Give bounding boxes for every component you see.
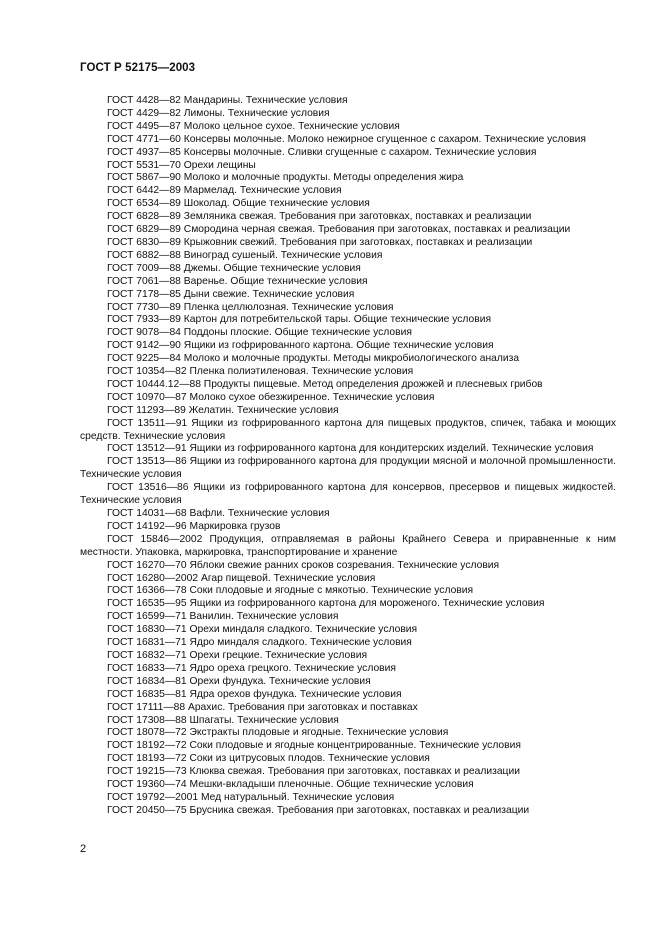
standard-reference-entry: ГОСТ 13511—91 Ящики из гофрированного картона для пищевых продуктов, спичек, табака и моющих средств. Технические условия [80,417,616,442]
standard-reference-entry: ГОСТ 6534—89 Шоколад. Общие технические условия [107,198,370,210]
standard-reference-entry: ГОСТ 10970—87 Молоко сухое обезжиренное. Технические условия [107,391,435,403]
standard-reference-entry: ГОСТ 4429—82 Лимоны. Технические условия [107,107,330,119]
standard-reference-entry: ГОСТ 20450—75 Брусника свежая. Требования при заготовках, поставках и реализации [107,804,530,816]
standard-reference-entry: ГОСТ 16270—70 Яблоки свежие ранних сроков созревания. Технические условия [107,559,500,571]
standard-reference-entry: ГОСТ 19792—2001 Мед натуральный. Технические условия [107,791,395,803]
standard-reference-entry: ГОСТ 16832—71 Орехи грецкие. Технические условия [107,649,368,661]
standard-reference-entry: ГОСТ 7178—85 Дыни свежие. Технические условия [107,288,355,300]
standard-reference-entry: ГОСТ 7730—89 Пленка целлюлозная. Технические условия [107,301,394,313]
standard-reference-entry: ГОСТ 15846—2002 Продукция, отправляемая в районы Крайнего Севера и приравненные к ним местности. Упаковка, маркировка, транспортирование и хранение [80,533,616,558]
standard-reference-entry: ГОСТ 18078—72 Экстракты плодовые и ягодные. Технические условия [107,727,449,739]
standard-reference-entry: ГОСТ 10354—82 Пленка полиэтиленовая. Технические условия [107,366,414,378]
standard-reference-entry: ГОСТ 13513—86 Ящики из гофрированного картона для продукции мясной и молочной промышленности. Технические условия [80,456,616,481]
standard-reference-entry: ГОСТ 16366—78 Соки плодовые и ягодные с мякотью. Технические условия [107,585,474,597]
standard-reference-entry: ГОСТ 16833—71 Ядро ореха грецкого. Технические условия [107,662,396,674]
standard-reference-entry: ГОСТ 11293—89 Желатин. Технические условия [107,404,339,416]
standard-reference-entry: ГОСТ 17308—88 Шпагаты. Технические условия [107,714,339,726]
standard-reference-entry: ГОСТ 14192—96 Маркировка грузов [107,520,281,532]
reference-list [80,95,616,818]
standard-reference-entry: ГОСТ 6830—89 Крыжовник свежий. Требования при заготовках, поставках и реализации [107,236,533,248]
standard-reference-entry: ГОСТ 16280—2002 Агар пищевой. Технические условия [107,572,376,584]
standard-reference-entry: ГОСТ 16834—81 Орехи фундука. Технические условия [107,675,371,687]
standard-reference-entry: ГОСТ 4428—82 Мандарины. Технические условия [107,95,348,106]
standard-reference-entry: ГОСТ 9142—90 Ящики из гофрированного картона. Общие технические условия [107,340,494,352]
standard-reference-entry: ГОСТ 19215—73 Клюква свежая. Требования при заготовках, поставках и реализации [107,766,520,778]
standard-reference-entry: ГОСТ 4495—87 Молоко цельное сухое. Технические условия [107,120,400,132]
standard-reference-entry: ГОСТ 5531—70 Орехи лещины [107,159,256,171]
standard-reference-entry: ГОСТ 13516—86 Ящики из гофрированного картона для консервов, пресервов и пищевых жидкостей. Технические условия [80,482,616,507]
standard-reference-entry: ГОСТ 7009—88 Джемы. Общие технические условия [107,262,361,274]
standard-reference-entry: ГОСТ 6882—88 Виноград сушеный. Технические условия [107,249,383,261]
page-number: 2 [80,843,87,855]
standard-reference-entry: ГОСТ 4771—60 Консервы молочные. Молоко нежирное сгущенное с сахаром. Технические условия [107,133,586,145]
standard-reference-entry: ГОСТ 17111—88 Арахис. Требования при заготовках и поставках [107,701,418,713]
standard-reference-entry: ГОСТ 4937—85 Консервы молочные. Сливки сгущенные с сахаром. Технические условия [107,146,537,158]
document-header: ГОСТ Р 52175—2003 [80,62,196,74]
standard-reference-entry: ГОСТ 9078—84 Поддоны плоские. Общие технические условия [107,327,412,339]
standard-reference-entry: ГОСТ 18192—72 Соки плодовые и ягодные концентрированные. Технические условия [107,740,521,752]
standard-reference-entry: ГОСТ 10444.12—88 Продукты пищевые. Метод определения дрожжей и плесневых грибов [107,378,543,390]
standard-reference-entry: ГОСТ 14031—68 Вафли. Технические условия [107,508,330,519]
standard-reference-entry: ГОСТ 5867—90 Молоко и молочные продукты. Методы определения жира [107,172,464,184]
standard-reference-entry: ГОСТ 6829—89 Смородина черная свежая. Требования при заготовках, поставках и реализации [107,224,571,236]
standard-reference-entry: ГОСТ 19360—74 Мешки-вкладыши пленочные. Общие технические условия [107,779,474,791]
standard-reference-entry: ГОСТ 6442—89 Мармелад. Технические условия [107,185,342,197]
standard-reference-entry: ГОСТ 16830—71 Орехи миндаля сладкого. Технические условия [107,624,418,636]
standard-reference-entry: ГОСТ 6828—89 Земляника свежая. Требования при заготовках, поставках и реализации [107,211,532,223]
standard-reference-entry: ГОСТ 13512—91 Ящики из гофрированного картона для кондитерских изделий. Технические условия [107,443,594,455]
standard-reference-entry: ГОСТ 16535—95 Ящики из гофрированного картона для мороженого. Технические условия [107,598,545,610]
standard-reference-entry: ГОСТ 18193—72 Соки из цитрусовых плодов. Технические условия [107,753,430,765]
standard-reference-entry: ГОСТ 7061—88 Варенье. Общие технические условия [107,275,368,287]
standard-reference-entry: ГОСТ 16831—71 Ядро миндаля сладкого. Технические условия [107,637,412,649]
standard-reference-entry: ГОСТ 16599—71 Ванилин. Технические условия [107,611,339,623]
standard-reference-entry: ГОСТ 16835—81 Ядра орехов фундука. Технические условия [107,688,402,700]
standard-reference-entry: ГОСТ 9225—84 Молоко и молочные продукты. Методы микробиологического анализа [107,353,520,365]
standard-reference-entry: ГОСТ 7933—89 Картон для потребительской тары. Общие технические условия [107,314,492,326]
